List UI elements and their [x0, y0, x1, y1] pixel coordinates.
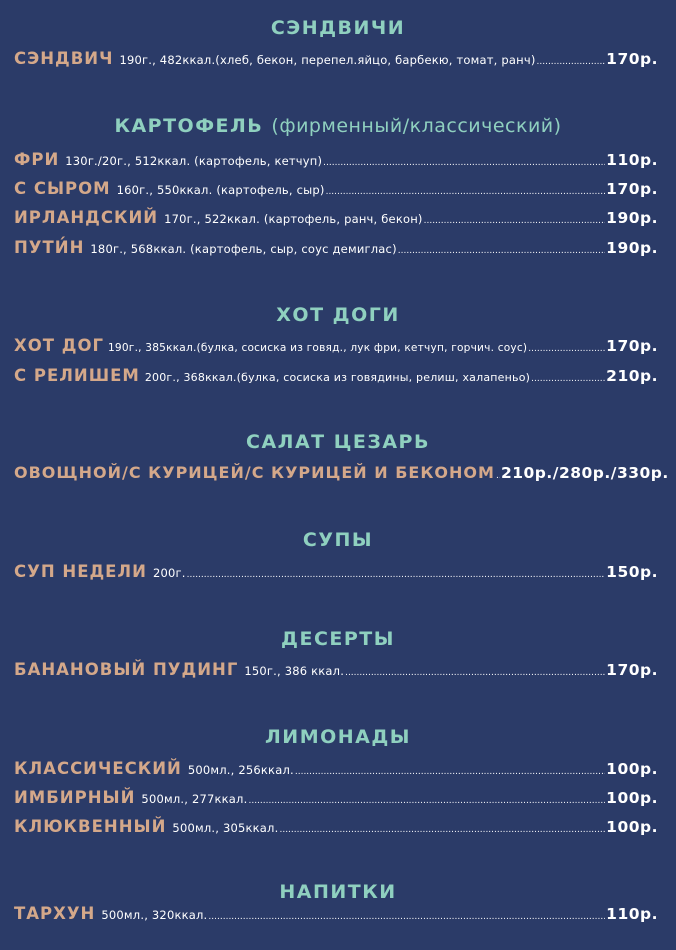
item-price: 170р.: [606, 180, 658, 198]
item-price: 150р.: [606, 563, 658, 581]
item-desc: 500мл., 305ккал.: [172, 821, 279, 835]
item-desc: 130г./20г., 512ккал. (картофель, кетчуп): [65, 154, 323, 168]
item-name: ИРЛАНДСКИЙ: [14, 208, 159, 227]
item-desc: 170г., 522ккал. (картофель, ранч, бекон): [164, 212, 423, 226]
section-title-lemonades: ЛИМОНАДЫ: [265, 726, 411, 748]
dot-leader: [248, 789, 605, 813]
item-price: 170р.: [606, 337, 658, 355]
menu-item-tarragon: [14, 902, 658, 926]
section-potato: [0, 114, 676, 138]
menu-item-classic-lemonade: [14, 757, 658, 781]
menu-item-cheese-fries: [14, 177, 658, 201]
item-name: ТАРХУН: [14, 904, 96, 923]
item-name: ОВОЩНОЙ/С КУРИЦЕЙ/С КУРИЦЕЙ И БЕКОНОМ: [14, 463, 495, 482]
section-sandwiches: [0, 16, 676, 40]
dot-leader: [187, 563, 606, 587]
section-title-potato: [0, 114, 676, 138]
item-price: 170р.: [606, 50, 658, 68]
menu-item-irish-fries: [14, 206, 658, 230]
section-title-desserts: ДЕСЕРТЫ: [281, 628, 395, 650]
item-desc: 190г., 385ккал.(булка, сосиска из говяд., лук фри, кетчуп, горчич. соус): [107, 342, 528, 354]
item-desc: 200г., 368ккал.(булка, сосиска из говядины, релиш, халапеньо): [144, 371, 531, 384]
menu-item-relish-hotdog: [14, 364, 658, 388]
item-desc: 500мл., 277ккал.: [141, 792, 248, 806]
section-lemonades: [0, 725, 676, 749]
dot-leader: [398, 239, 605, 263]
menu-item-banana-pudding: [14, 658, 658, 682]
dot-leader: [326, 180, 606, 204]
dot-leader: [208, 905, 605, 929]
item-desc: 190г., 482ккал.(хлеб, бекон, перепел.яйцо, барбекю, томат, ранч): [119, 53, 536, 67]
item-name: ПУТИ́Н: [14, 238, 85, 257]
item-price: 100р.: [606, 760, 658, 778]
item-name: КЛЮКВЕННЫЙ: [14, 817, 167, 836]
menu-item-sandwich: [14, 47, 658, 71]
item-name: БАНАНОВЫЙ ПУДИНГ: [14, 660, 239, 679]
item-desc: 180г., 568ккал. (картофель, сыр, соус демиглас): [90, 242, 397, 256]
menu-item-soup-of-week: [14, 560, 658, 584]
dot-leader: [531, 367, 605, 391]
item-name: ИМБИРНЫЙ: [14, 788, 136, 807]
item-name: СЭНДВИЧ: [14, 49, 114, 68]
menu-item-caesar: [14, 461, 669, 485]
item-desc: 500мл., 256ккал.: [187, 763, 294, 777]
item-price: 190р.: [606, 239, 658, 257]
section-desserts: [0, 627, 676, 651]
section-title-sandwiches: СЭНДВИЧИ: [270, 17, 406, 39]
section-title-caesar: САЛАТ ЦЕЗАРЬ: [246, 431, 430, 453]
dot-leader: [528, 337, 605, 361]
item-price: 110р.: [606, 905, 658, 923]
item-name: ФРИ: [14, 150, 60, 169]
section-title-hotdogs: ХОТ ДОГИ: [276, 304, 400, 326]
dot-leader: [279, 818, 605, 842]
item-price: 100р.: [606, 789, 658, 807]
section-caesar: [0, 430, 676, 454]
dot-leader: [424, 209, 606, 233]
section-drinks: [0, 880, 676, 904]
item-price: 210р./280р./330р.: [500, 464, 669, 482]
section-title-drinks: НАПИТКИ: [279, 881, 397, 903]
item-price: 210р.: [606, 367, 658, 385]
menu-item-hotdog: [14, 334, 658, 358]
item-name: С РЕЛИШЕМ: [14, 366, 140, 385]
dot-leader: [345, 661, 605, 685]
item-name: ХОТ ДОГ: [14, 336, 104, 355]
section-title-potato-main: КАРТОФЕЛЬ: [114, 115, 264, 137]
section-subtitle-potato: (фирменный/классический): [271, 115, 562, 137]
menu-item-cranberry-lemonade: [14, 815, 658, 839]
section-soups: [0, 528, 676, 552]
item-desc: 200г.: [152, 566, 186, 580]
menu-item-ginger-lemonade: [14, 786, 658, 810]
menu-item-poutine: [14, 236, 658, 260]
item-price: 110р.: [606, 151, 658, 169]
dot-leader: [496, 464, 500, 488]
section-title-soups: СУПЫ: [302, 529, 374, 551]
dot-leader: [295, 760, 605, 784]
item-name: СУП НЕДЕЛИ: [14, 562, 147, 581]
section-hotdogs: [0, 303, 676, 327]
item-name: С СЫРОМ: [14, 179, 111, 198]
dot-leader: [537, 50, 606, 74]
item-price: 170р.: [606, 661, 658, 679]
item-desc: 150г., 386 ккал.: [244, 664, 345, 678]
dot-leader: [323, 151, 605, 175]
item-desc: 160г., 550ккал. (картофель, сыр): [116, 183, 325, 197]
item-price: 190р.: [606, 209, 658, 227]
item-desc: 500мл., 320ккал.: [101, 908, 208, 922]
item-name: КЛАССИЧЕСКИЙ: [14, 759, 182, 778]
item-price: 100р.: [606, 818, 658, 836]
menu-item-fries: [14, 148, 658, 172]
